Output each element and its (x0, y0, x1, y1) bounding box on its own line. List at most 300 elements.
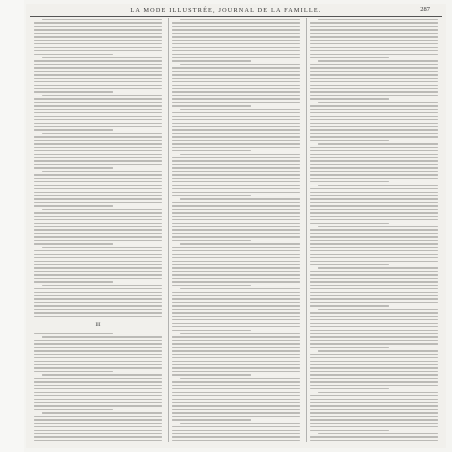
text-line (34, 433, 162, 434)
text-line (310, 195, 438, 196)
text-line (34, 399, 162, 400)
text-line (172, 271, 300, 272)
text-line (172, 247, 300, 248)
text-line (310, 219, 438, 220)
text-line (310, 354, 438, 355)
text-line (34, 136, 162, 137)
text-line (310, 274, 438, 275)
text-line (34, 71, 162, 72)
text-line (172, 309, 300, 310)
text-line (34, 126, 162, 127)
text-line (310, 316, 438, 317)
text-line (34, 267, 162, 268)
text-line (172, 440, 300, 441)
text-line (172, 133, 300, 134)
text-line (310, 174, 438, 175)
text-line (42, 95, 162, 96)
text-line (310, 64, 438, 65)
text-line (34, 47, 162, 48)
text-line (172, 412, 300, 413)
text-line (172, 281, 300, 282)
text-line (180, 109, 300, 110)
text-line (172, 60, 251, 61)
column-rule-2 (306, 18, 307, 442)
text-line (34, 271, 162, 272)
text-line (172, 102, 300, 103)
text-line (172, 233, 300, 234)
text-line (34, 174, 162, 175)
text-line (310, 188, 438, 189)
text-line (172, 388, 300, 389)
text-line (318, 433, 438, 434)
text-line (310, 243, 438, 244)
text-line (310, 26, 438, 27)
text-line (172, 54, 300, 55)
text-line (34, 67, 162, 68)
text-line (172, 136, 300, 137)
text-line (172, 433, 300, 434)
text-line (310, 340, 438, 341)
text-line (172, 399, 300, 400)
text-line (34, 112, 162, 113)
column-text (172, 18, 300, 444)
text-line (310, 295, 438, 296)
column-text (310, 18, 438, 444)
text-line (34, 54, 113, 55)
text-line (172, 91, 300, 92)
text-line (172, 78, 300, 79)
text-line (180, 378, 300, 379)
text-line (42, 412, 162, 413)
text-line (34, 250, 162, 251)
text-line (172, 326, 300, 327)
text-line (310, 264, 389, 265)
text-line (172, 223, 300, 224)
text-line (310, 288, 438, 289)
text-line (172, 43, 300, 44)
text-line (310, 343, 438, 344)
text-line (310, 305, 389, 306)
text-line (310, 150, 438, 151)
text-line (172, 367, 300, 368)
text-line (34, 192, 162, 193)
text-line (172, 160, 300, 161)
text-line (172, 267, 300, 268)
text-line (34, 202, 162, 203)
text-line (34, 181, 162, 182)
text-line (310, 254, 438, 255)
text-line (318, 267, 438, 268)
text-line (310, 164, 438, 165)
text-line (172, 40, 300, 41)
text-line (34, 26, 162, 27)
text-line (172, 436, 300, 437)
text-line (172, 292, 300, 293)
text-line (34, 102, 162, 103)
text-line (172, 419, 251, 420)
text-line (310, 261, 438, 262)
text-line (310, 374, 438, 375)
text-line (172, 302, 300, 303)
text-line (180, 243, 300, 244)
text-line (310, 140, 389, 141)
text-line (172, 116, 300, 117)
text-line (310, 426, 438, 427)
text-line (172, 257, 300, 258)
text-line (310, 88, 438, 89)
text-line (172, 430, 300, 431)
text-line (172, 164, 300, 165)
text-line (172, 50, 300, 51)
text-line (34, 409, 113, 410)
text-line (172, 81, 300, 82)
header-rule (30, 16, 442, 17)
text-line (34, 364, 162, 365)
text-line (34, 430, 162, 431)
text-line (34, 40, 162, 41)
text-line (310, 133, 438, 134)
text-line (34, 316, 162, 317)
text-line (310, 40, 438, 41)
text-line (172, 119, 300, 120)
text-line (172, 381, 300, 382)
text-line (34, 309, 162, 310)
text-line (310, 126, 438, 127)
text-line (310, 209, 438, 210)
text-line (310, 292, 438, 293)
text-line (34, 91, 113, 92)
text-line (34, 212, 162, 213)
text-line (310, 192, 438, 193)
text-line (34, 74, 162, 75)
text-line (34, 150, 162, 151)
text-line (42, 209, 162, 210)
text-line (310, 116, 438, 117)
text-line (34, 143, 162, 144)
text-line (34, 226, 162, 227)
text-line (310, 229, 438, 230)
text-line (310, 430, 389, 431)
text-line (172, 305, 300, 306)
text-line (34, 64, 162, 65)
text-line (34, 298, 162, 299)
text-line (34, 343, 162, 344)
text-line (172, 181, 300, 182)
text-line (310, 371, 438, 372)
text-line (172, 264, 300, 265)
text-line (310, 112, 438, 113)
text-line (34, 22, 162, 23)
text-line (310, 409, 438, 410)
text-line (310, 298, 438, 299)
text-line (34, 50, 162, 51)
text-line (310, 160, 438, 161)
text-line (310, 98, 389, 99)
text-line (172, 157, 300, 158)
text-line (310, 412, 438, 413)
text-line (310, 378, 438, 379)
text-line (172, 409, 300, 410)
text-line (172, 188, 300, 189)
text-line (172, 36, 300, 37)
text-line (34, 278, 162, 279)
text-line (310, 247, 438, 248)
text-line (180, 333, 300, 334)
text-line (310, 357, 438, 358)
text-line (310, 336, 438, 337)
text-line (34, 167, 113, 168)
text-line (172, 85, 300, 86)
text-line (172, 298, 300, 299)
text-line (34, 109, 162, 110)
text-line (34, 354, 162, 355)
text-line (172, 71, 300, 72)
text-line (310, 240, 438, 241)
text-line (180, 198, 300, 199)
text-line (34, 254, 162, 255)
text-line (172, 95, 300, 96)
text-line (310, 326, 438, 327)
text-line (310, 312, 438, 313)
text-line (172, 340, 300, 341)
text-line (310, 47, 438, 48)
text-line (34, 312, 162, 313)
text-line (310, 78, 438, 79)
text-line (34, 388, 162, 389)
text-line (34, 305, 162, 306)
text-line (172, 216, 300, 217)
text-line (310, 136, 438, 137)
text-line (172, 354, 300, 355)
text-line (172, 295, 300, 296)
text-line (310, 105, 438, 106)
text-line (318, 60, 438, 61)
text-line (172, 126, 300, 127)
text-line (310, 395, 438, 396)
text-line (318, 226, 438, 227)
text-line (318, 185, 438, 186)
text-line (34, 423, 162, 424)
text-line (172, 395, 300, 396)
text-line (34, 236, 162, 237)
text-line (172, 140, 300, 141)
text-line (310, 33, 438, 34)
text-line (310, 367, 438, 368)
text-line (34, 281, 113, 282)
text-line (172, 205, 300, 206)
text-line (34, 395, 162, 396)
text-line (310, 29, 438, 30)
text-line (172, 143, 300, 144)
text-line (172, 29, 300, 30)
text-line (310, 330, 438, 331)
text-line (34, 29, 162, 30)
text-line (172, 178, 300, 179)
text-line (310, 281, 438, 282)
text-line (310, 43, 438, 44)
text-line (34, 178, 162, 179)
text-line (310, 198, 438, 199)
text-line (172, 312, 300, 313)
text-line (310, 57, 389, 58)
text-line (310, 236, 438, 237)
text-line (172, 392, 300, 393)
text-line (172, 240, 251, 241)
text-line (310, 436, 438, 437)
text-line (42, 374, 162, 375)
text-line (310, 323, 438, 324)
text-line (34, 385, 162, 386)
text-line (172, 364, 300, 365)
text-line (172, 426, 300, 427)
text-line (310, 381, 438, 382)
text-line (34, 140, 162, 141)
text-line (318, 143, 438, 144)
text-line (310, 347, 389, 348)
text-line (34, 426, 162, 427)
text-line (310, 22, 438, 23)
text-line (34, 105, 162, 106)
text-line (310, 364, 438, 365)
text-line (34, 85, 162, 86)
text-line (310, 419, 438, 420)
text-line (172, 350, 300, 351)
text-line (34, 295, 162, 296)
text-line (34, 157, 162, 158)
text-line (310, 212, 438, 213)
text-line (180, 423, 300, 424)
text-line (42, 133, 162, 134)
text-line (34, 60, 162, 61)
text-line (310, 67, 438, 68)
text-line (310, 402, 438, 403)
text-line (34, 78, 162, 79)
text-line (34, 198, 162, 199)
text-line (310, 129, 438, 130)
text-line (318, 350, 438, 351)
text-line (42, 247, 162, 248)
text-line (42, 171, 162, 172)
text-line (34, 392, 162, 393)
text-line (310, 361, 438, 362)
text-line (34, 292, 162, 293)
text-line (34, 119, 162, 120)
text-line (34, 261, 162, 262)
text-line (34, 98, 162, 99)
text-line (310, 119, 438, 120)
text-line (172, 33, 300, 34)
text-line (34, 350, 162, 351)
text-line (34, 216, 162, 217)
text-line (34, 205, 113, 206)
text-line (180, 64, 300, 65)
text-line (34, 440, 162, 441)
text-line (310, 202, 438, 203)
text-line (172, 229, 300, 230)
text-line (34, 340, 162, 341)
text-line (34, 233, 162, 234)
text-line (34, 123, 162, 124)
text-line (310, 50, 438, 51)
text-line (310, 36, 438, 37)
text-line (42, 285, 162, 286)
text-line (172, 374, 251, 375)
text-line (172, 167, 300, 168)
column-text (34, 18, 162, 444)
text-line (172, 202, 300, 203)
text-line (172, 209, 300, 210)
text-line (310, 71, 438, 72)
text-column-left (34, 18, 162, 444)
text-line (172, 105, 251, 106)
text-line (34, 223, 162, 224)
text-line (310, 216, 438, 217)
text-line (172, 261, 300, 262)
text-line (310, 388, 389, 389)
text-line (318, 392, 438, 393)
text-line (172, 226, 300, 227)
text-line (34, 240, 162, 241)
text-line (34, 371, 113, 372)
column-rule-1 (168, 18, 169, 442)
text-line (172, 22, 300, 23)
text-line (172, 385, 300, 386)
text-line (310, 440, 438, 441)
text-line (172, 67, 300, 68)
text-line (34, 357, 162, 358)
text-line (310, 302, 438, 303)
text-line (34, 288, 162, 289)
text-line (310, 423, 438, 424)
text-line (310, 278, 438, 279)
text-line (310, 74, 438, 75)
text-line (172, 171, 300, 172)
text-line (172, 236, 300, 237)
text-line (310, 95, 438, 96)
text-line (310, 385, 438, 386)
text-line (42, 57, 162, 58)
text-line (34, 416, 162, 417)
text-line (172, 274, 300, 275)
text-line (310, 319, 438, 320)
text-line (172, 319, 300, 320)
text-line (310, 181, 389, 182)
text-line (34, 436, 162, 437)
text-line (172, 47, 300, 48)
text-line (172, 123, 300, 124)
journal-title: LA MODE ILLUSTRÉE, JOURNAL DE LA FAMILLE. (130, 6, 322, 14)
text-line (172, 212, 300, 213)
running-header (26, 4, 430, 16)
text-line (310, 205, 438, 206)
text-column-middle (172, 18, 300, 444)
text-column-right (310, 18, 438, 444)
text-line (34, 43, 162, 44)
text-line (34, 264, 162, 265)
text-line (172, 185, 300, 186)
text-line (34, 129, 113, 130)
text-line (310, 257, 438, 258)
text-line (172, 129, 300, 130)
text-line (34, 378, 162, 379)
text-line (42, 336, 162, 337)
text-line (34, 402, 162, 403)
text-line (318, 309, 438, 310)
text-line (172, 361, 300, 362)
text-line (34, 88, 162, 89)
text-line (310, 416, 438, 417)
text-line (310, 333, 438, 334)
